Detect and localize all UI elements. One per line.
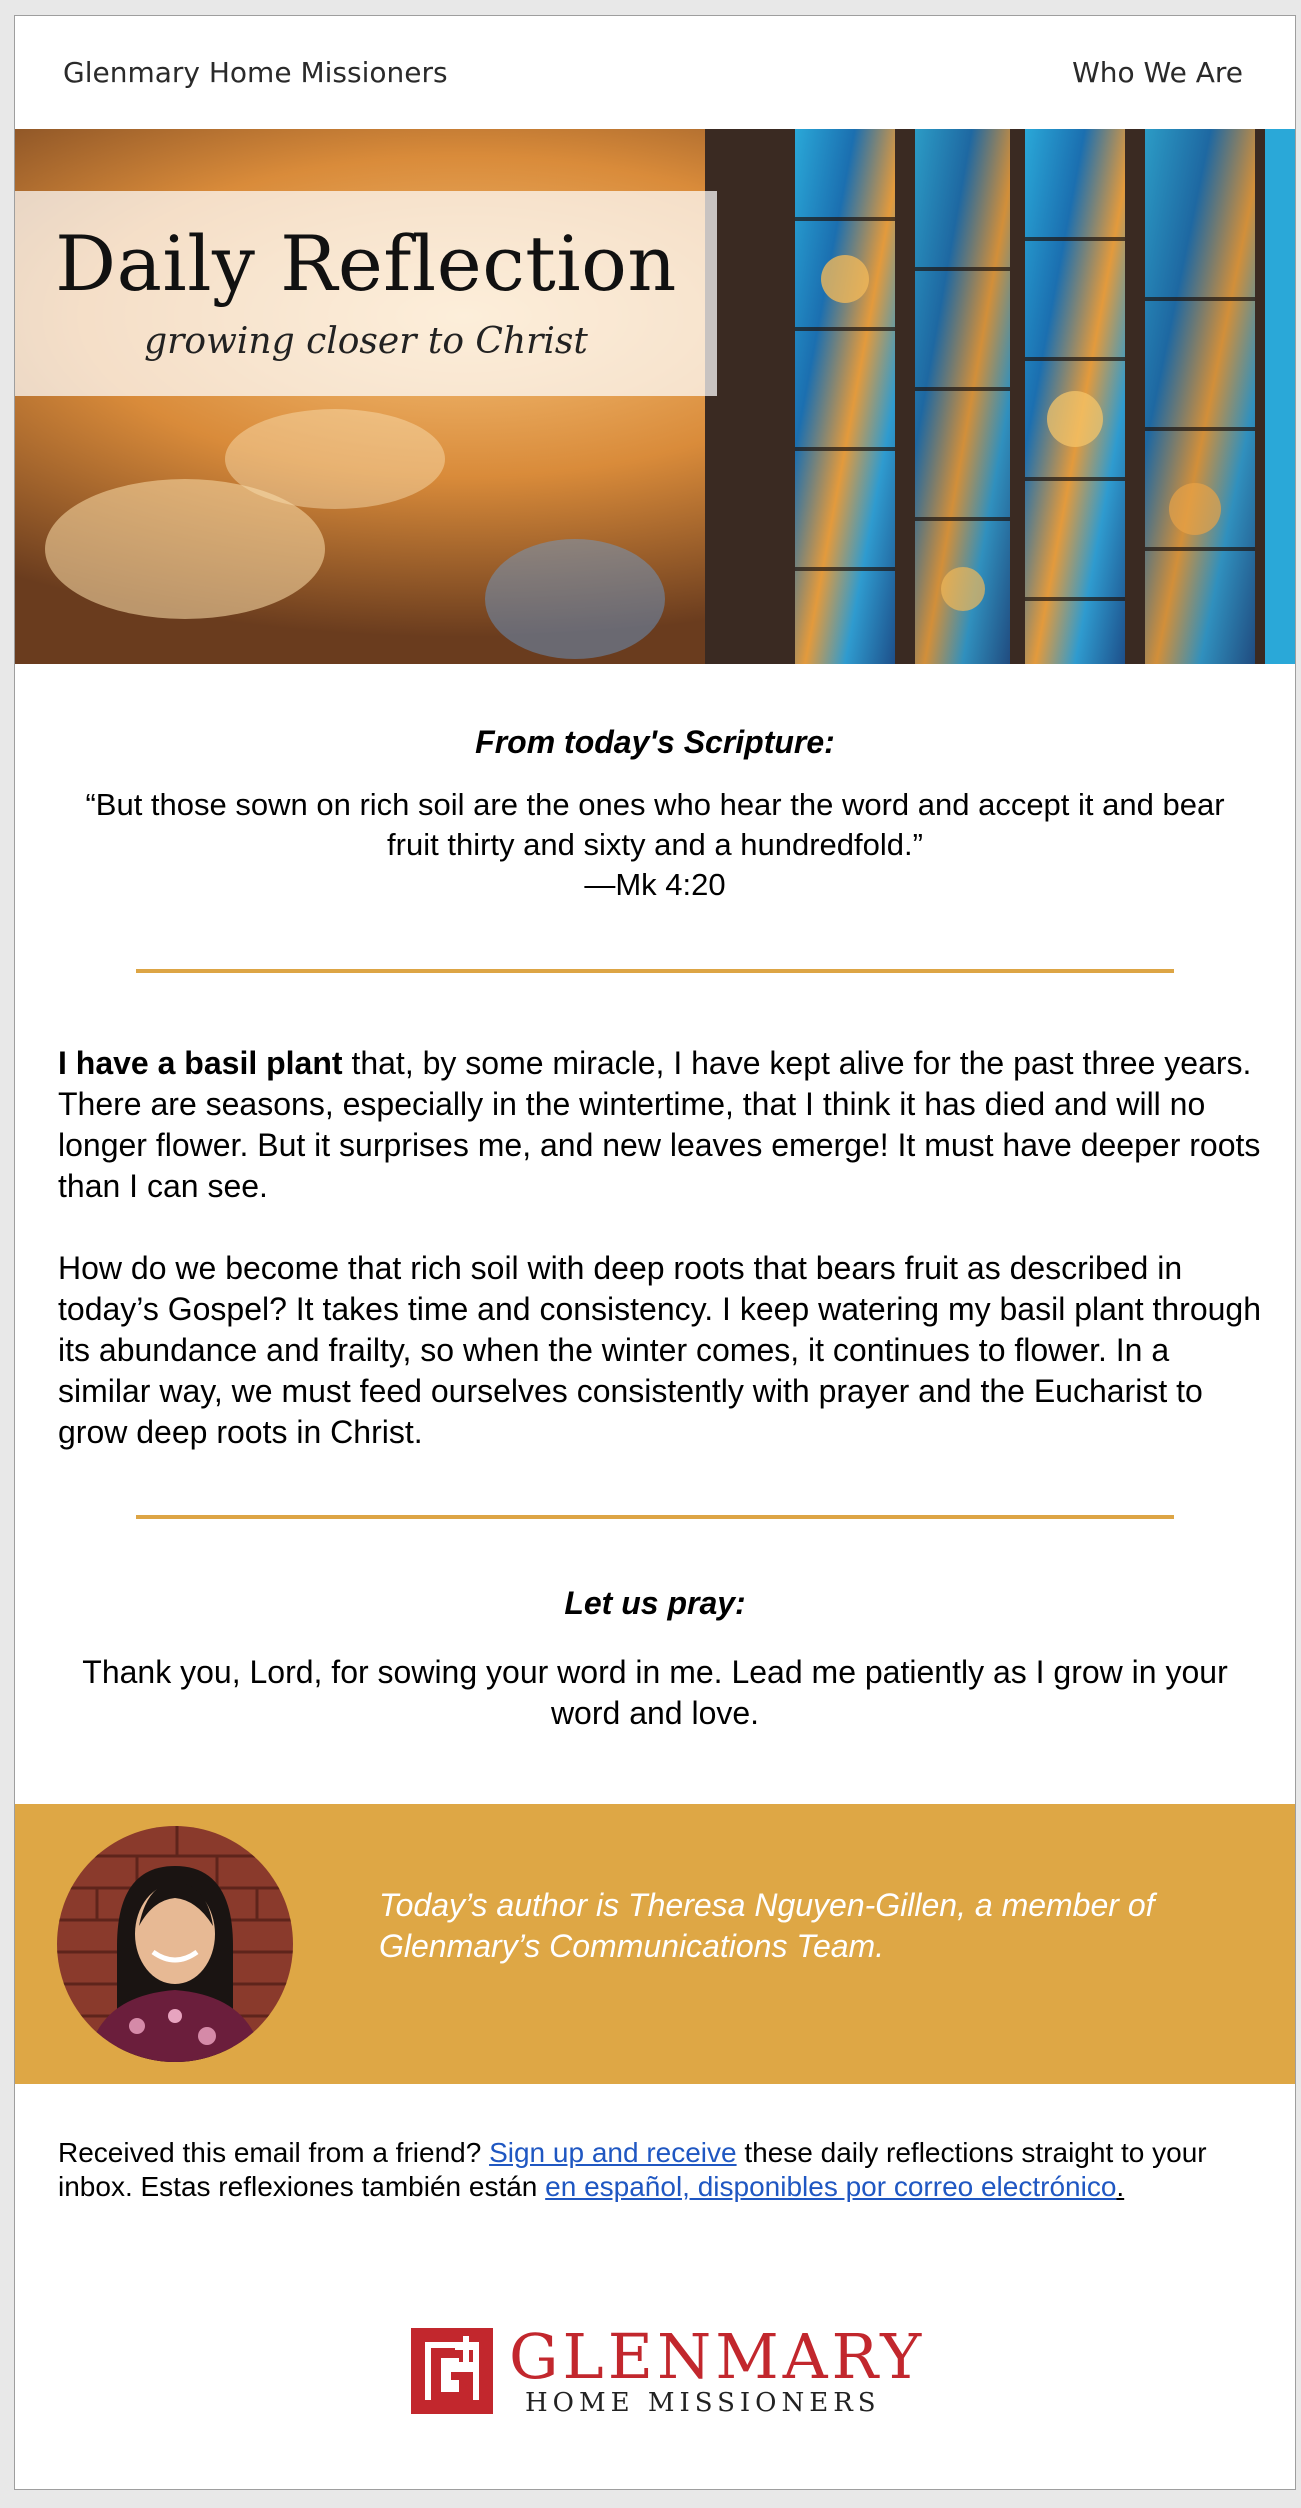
logo-subtitle: HOME MISSIONERS bbox=[525, 2388, 881, 2418]
scripture-citation: —Mk 4:20 bbox=[584, 867, 726, 902]
footer-text-end: . bbox=[1116, 2171, 1125, 2202]
hero-banner bbox=[15, 129, 1295, 664]
hero-title-box bbox=[15, 191, 717, 396]
reflection-paragraph-1-rest: that, by some miracle, I have kept alive for the past three years. There are seasons, especially in the wintertime, that I think it has died and will no longer flower. But it surprises me, and new leaves emerge! It must have deeper roots than I can see. bbox=[58, 1045, 1261, 1204]
brand-name: Glenmary Home Missioners bbox=[63, 56, 448, 89]
footer-note bbox=[58, 2136, 1258, 2204]
glenmary-logo[interactable] bbox=[411, 2320, 926, 2421]
email-frame bbox=[14, 15, 1296, 2490]
divider-top bbox=[136, 969, 1174, 973]
spanish-link[interactable]: en español, disponibles por correo electrónico bbox=[545, 2171, 1117, 2202]
scripture-section bbox=[15, 664, 1295, 905]
prayer-section bbox=[15, 1519, 1295, 1734]
footer-text-before: Received this email from a friend? bbox=[58, 2137, 490, 2168]
header-bar bbox=[15, 16, 1295, 129]
glenmary-emblem-icon bbox=[411, 2328, 493, 2414]
avatar bbox=[57, 1826, 293, 2062]
reflection-lead: I have a basil plant bbox=[58, 1045, 343, 1081]
hero-title: Daily Reflection bbox=[55, 219, 677, 308]
scripture-quote-text: “But those sown on rich soil are the ones who hear the word and accept it and bear fruit thirty and sixty and a hundredfold.” bbox=[85, 787, 1225, 862]
prayer-heading: Let us pray: bbox=[564, 1585, 746, 1621]
who-we-are-link[interactable]: Who We Are bbox=[1072, 56, 1243, 89]
author-credit: Today’s author is Theresa Nguyen-Gillen, a member of Glenmary’s Communications Team. bbox=[379, 1887, 1155, 1964]
prayer-text: Thank you, Lord, for sowing your word in me. Lead me patiently as I grow in your word and love. bbox=[82, 1654, 1228, 1731]
author-photo bbox=[57, 1826, 293, 2062]
hero-subtitle: growing closer to Christ bbox=[144, 321, 588, 362]
scripture-heading: From today's Scripture: bbox=[475, 724, 835, 760]
footer-text-middle: these daily reflections straight to your inbox. Estas reflexiones también están bbox=[58, 2137, 1207, 2202]
scripture-quote bbox=[65, 785, 1245, 905]
reflection-paragraph-2: How do we become that rich soil with deep roots that bears fruit as described in today’s Gospel? It takes time and consistency. I keep watering my basil plant through its abundance and frailty, so when the winter comes, it continues to flower. In a similar way, we must feed ourselves consistently with prayer and the Eucharist to grow deep roots in Christ. bbox=[58, 1250, 1262, 1450]
author-band bbox=[15, 1804, 1296, 2084]
reflection-body bbox=[58, 1043, 1265, 1453]
signup-link[interactable]: Sign up and receive bbox=[489, 2137, 737, 2168]
logo-wordmark: GLENMARY bbox=[509, 2320, 926, 2393]
reflection-paragraph-1 bbox=[58, 1043, 1265, 1207]
